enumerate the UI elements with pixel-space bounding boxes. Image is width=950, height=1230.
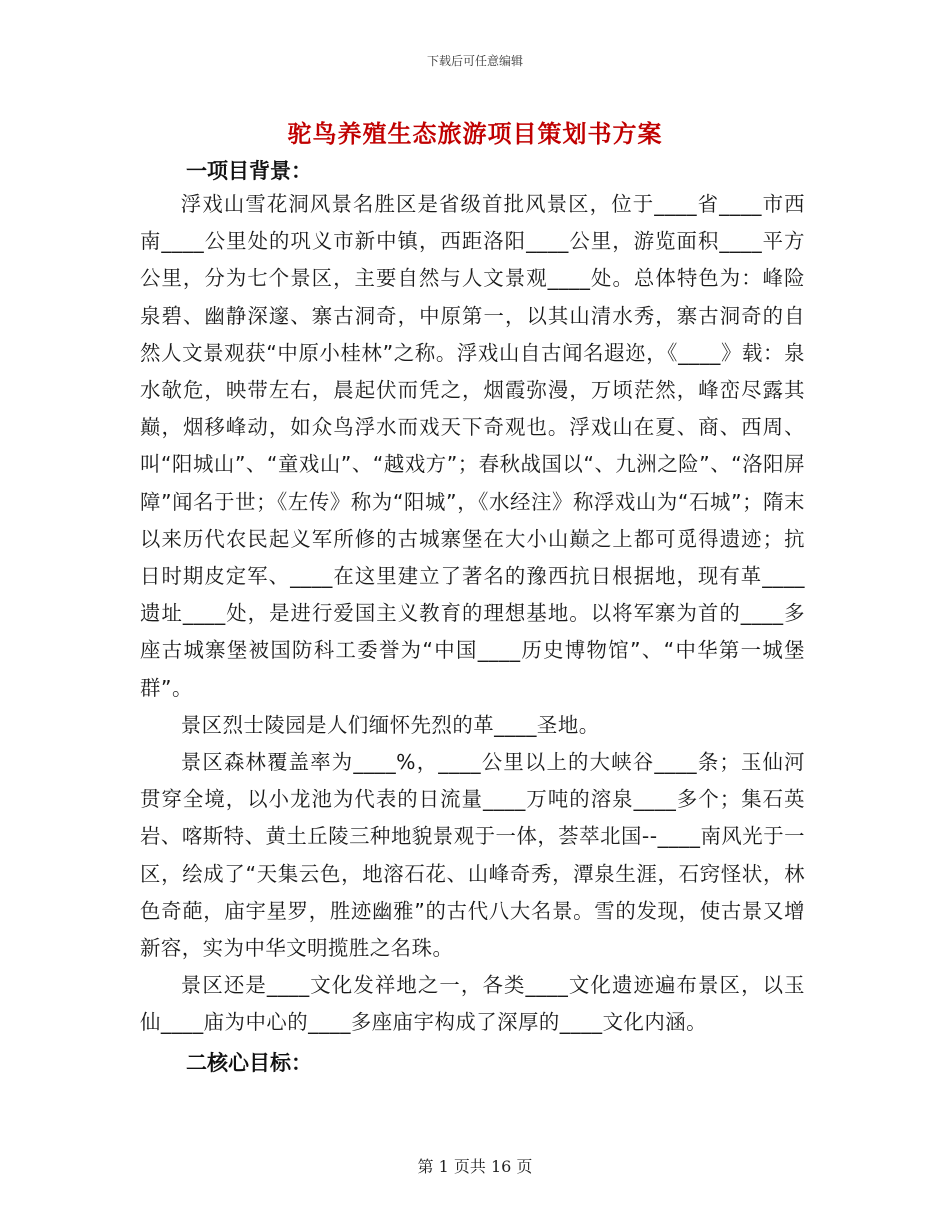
paragraph-background: 浮戏山雪花洞风景名胜区是省级首批风景区，位于____省____市西南____公里处的巩义市新中镇，西距洛阳____公里，游览面积____平方公里，分为七个景区，主要自然与人文景观____处。总体特色为：峰险泉碧、幽静深邃、寨古洞奇，中原第一，以其山清水秀，寨古洞奇的自然人文景观获“中原小桂林”之称。浮戏山自古闻名遐迩，《____》载：泉水欹危，映带左右，晨起伏而凭之，烟霞弥漫，万顷茫然，峰峦尽露其巅，烟移峰动，如众鸟浮水而戏天下奇观也。浮戏山在夏、商、西周、叫“阳城山”、“童戏山”、“越戏方”；春秋战国以“、九洲之险”、“洛阳屏障”闻名于世；《左传》称为“阳城”，《水经注》称浮戏山为“石城”；隋末以来历代农民起义军所修的古城寨堡在大小山巅之上都可觅得遗迹；抗日时期皮定军、____在这里建立了著名的豫西抗日根据地，现有革____遗址____处，是进行爱国主义教育的理想基地。以将军寨为首的____多座古城寨堡被国防科工委誉为“中国____历史博物馆”、“中华第一城堡群”。 xyxy=(140,192,805,700)
page-number: 第 1 页共 16 页 xyxy=(417,1157,533,1176)
section-heading-core-goals: 二核心目标： xyxy=(186,1051,312,1075)
paragraph-culture: 景区还是____文化发祥地之一，各类____文化遗迹遍布景区，以玉仙____庙为中心的____多座庙宇构成了深厚的____文化内涵。 xyxy=(140,973,805,1035)
header-note: 下载后可任意编辑 xyxy=(426,54,523,68)
section-heading-background: 一项目背景： xyxy=(186,159,312,183)
paragraph-forest-coverage: 景区森林覆盖率为____%，____公里以上的大峡谷____条；玉仙河贯穿全境，以小龙池为代表的日流量____万吨的溶泉____多个；集石英岩、喀斯特、黄土丘陵三种地貌景观于一体，荟萃北国--____南风光于一区，绘成了“天集云色，地溶石花、山峰奇秀，潭泉生涯，石窍怪状，林色奇葩，庙宇星罗，胜迹幽雅”的古代八大名景。雪的发现，使古景又增新容，实为中华文明揽胜之名珠。 xyxy=(140,750,805,961)
paragraph-martyrs-cemetery: 景区烈士陵园是人们缅怀先烈的革____圣地。 xyxy=(180,713,600,737)
document-title: 驼鸟养殖生态旅游项目策划书方案 xyxy=(287,120,663,148)
